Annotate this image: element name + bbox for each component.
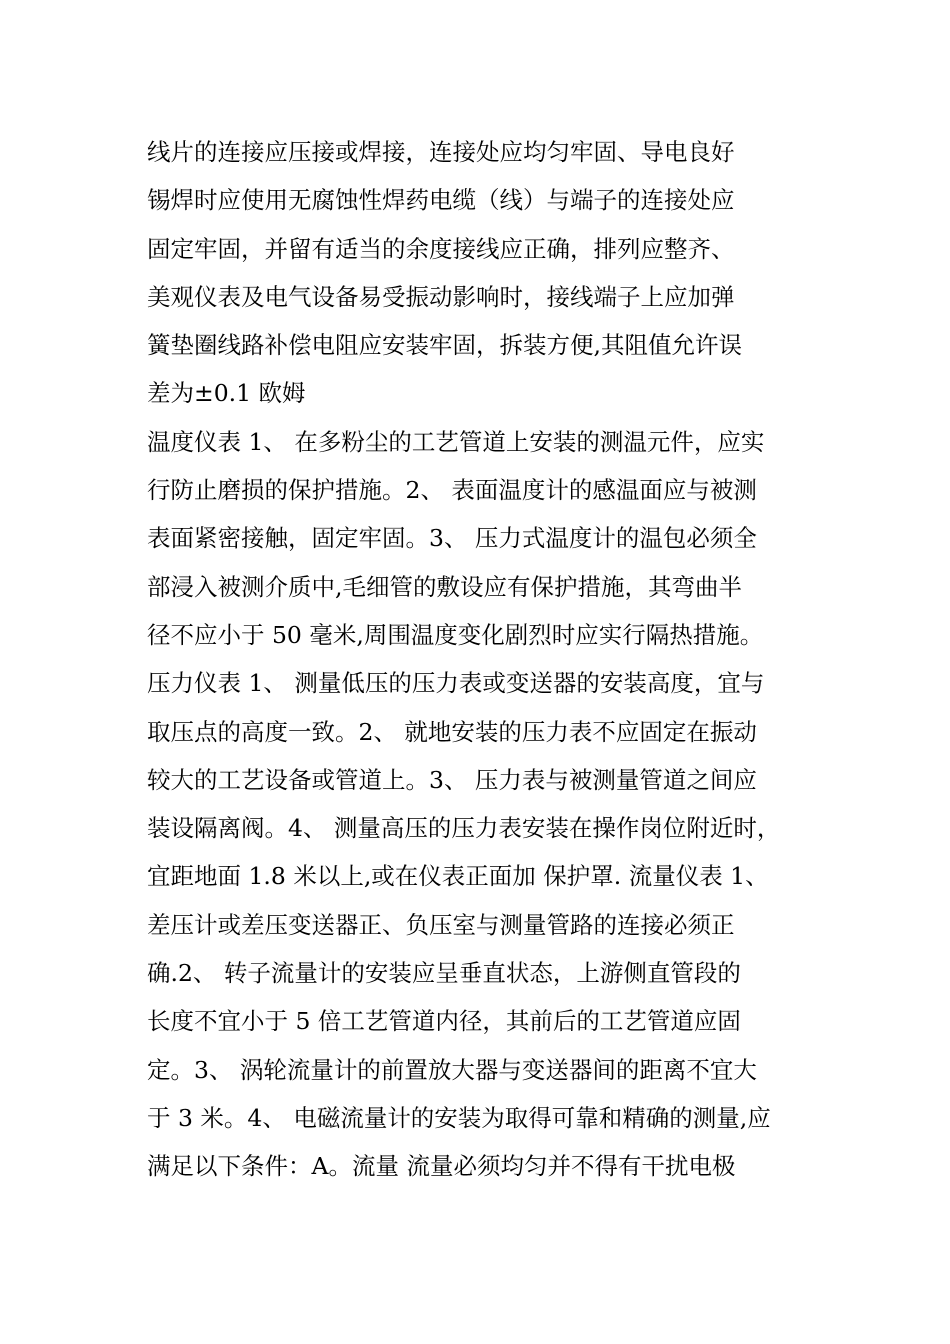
text-line: 行防止磨损的保护措施。2、 表面温度计的感温面应与被测 xyxy=(147,476,757,505)
text-line: 满足以下条件：A。流量 流量必须均匀并不得有干扰电极 xyxy=(147,1152,736,1181)
text-line: 固定牢固，并留有适当的余度接线应正确，排列应整齐、 xyxy=(147,234,735,263)
text-line: 表面紧密接触，固定牢固。3、 压力式温度计的温包必须全 xyxy=(147,524,757,553)
text-line: 部浸入被测介质中,毛细管的敷设应有保护措施，其弯曲半 xyxy=(147,572,742,601)
text-line: 宜距地面 1.8 米以上,或在仪表正面加 保护罩. 流量仪表 1、 xyxy=(147,862,769,891)
text-line: 定。3、 涡轮流量计的前置放大器与变送器间的距离不宜大 xyxy=(147,1055,757,1084)
text-line: 压力仪表 1、 测量低压的压力表或变送器的安装高度，宜与 xyxy=(147,669,765,698)
text-line: 于 3 米。4、 电磁流量计的安装为取得可靠和精确的测量,应 xyxy=(147,1103,771,1132)
body-text xyxy=(147,128,827,1191)
text-line: 取压点的高度一致。2、 就地安装的压力表不应固定在振动 xyxy=(147,717,757,746)
text-line: 确.2、 转子流量计的安装应呈垂直状态，上游侧直管段的 xyxy=(147,959,741,988)
text-line: 径不应小于 50 毫米,周围温度变化剧烈时应实行隔热措施。 xyxy=(147,620,764,649)
text-line: 差为±0.1 欧姆 xyxy=(147,379,306,408)
text-line: 较大的工艺设备或管道上。3、 压力表与被测量管道之间应 xyxy=(147,765,757,794)
text-line: 美观仪表及电气设备易受振动影响时，接线端子上应加弹 xyxy=(147,282,735,311)
text-line: 线片的连接应压接或焊接，连接处应均匀牢固、导电良好 xyxy=(147,138,735,166)
text-line: 长度不宜小于 5 倍工艺管道内径，其前后的工艺管道应固 xyxy=(147,1007,741,1036)
text-line: 温度仪表 1、 在多粉尘的工艺管道上安装的测温元件，应实 xyxy=(147,427,765,456)
text-line: 锡焊时应使用无腐蚀性焊药电缆（线）与端子的连接处应 xyxy=(147,186,735,215)
text-line: 装设隔离阀。4、 测量高压的压力表安装在操作岗位附近时， xyxy=(147,814,781,843)
text-line: 簧垫圈线路补偿电阻应安装牢固，拆装方便,其阻值允许误 xyxy=(147,331,742,360)
text-line: 差压计或差压变送器正、负压室与测量管路的连接必须正 xyxy=(147,910,735,939)
